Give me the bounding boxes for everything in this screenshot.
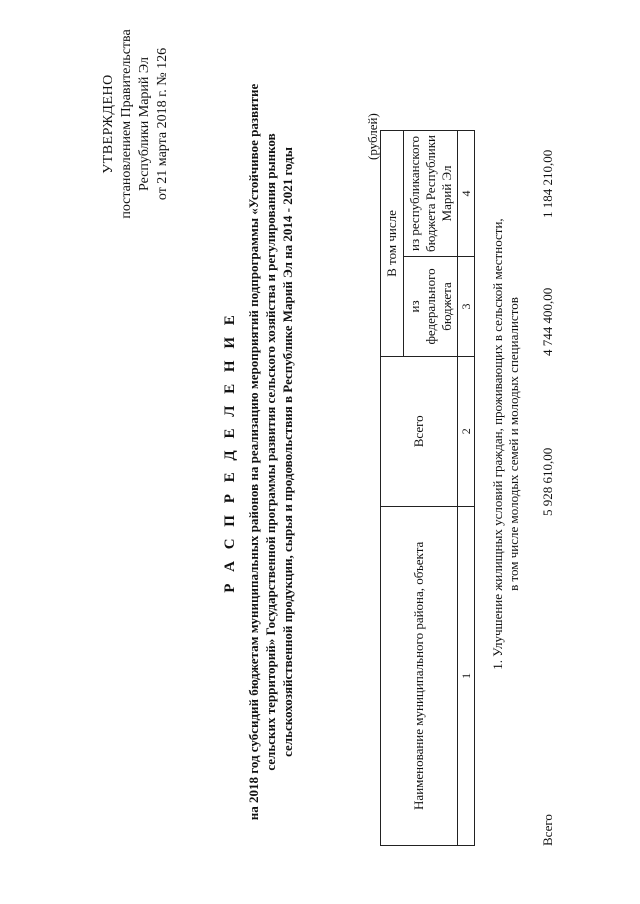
distribution-table <box>380 130 475 846</box>
approval-date: от 21 марта 2018 г. № 126 <box>155 47 170 201</box>
total-republic: 1 184 210,00 <box>540 149 555 218</box>
total-label: Всего <box>540 814 555 846</box>
approval-label: УТВЕРЖДЕНО <box>101 74 116 174</box>
section-line: 1. Улучшение жилищных условий граждан, проживающих в сельской местности, <box>490 218 505 670</box>
document-subtitle: на 2018 год субсидий бюджетам муниципальных районов на реализацию мероприятий подпрограммы «Устойчивое развитие сельских территорий» Государственной программы развития сельского хозяйства и регулирования рынков сельскохозяйственной продукции, сырья и продовольствия в Республике Марий Эл на 2014 - 2021 годы <box>246 83 295 821</box>
header-federal: из федерального бюджета <box>404 256 458 356</box>
section-heading <box>490 134 522 754</box>
document-title: Р А С П Р Е Д Е Л Е Н И Е <box>222 311 238 593</box>
document-heading <box>222 40 296 864</box>
total-sum: 5 928 610,00 <box>540 447 555 516</box>
column-number: 1 <box>458 506 475 845</box>
column-number: 2 <box>458 356 475 506</box>
column-number: 4 <box>458 131 475 257</box>
header-name: Наименование муниципального района, объекта <box>381 506 458 845</box>
unit-label: (рублей) <box>365 113 380 160</box>
approval-stamp <box>100 0 172 254</box>
approval-government: Республики Марий Эл <box>137 57 152 191</box>
section-line: в том числе молодых семей и молодых специалистов <box>506 297 521 591</box>
total-row <box>540 130 556 846</box>
header-republic: из республиканского бюджета Республики Марий Эл <box>404 131 458 257</box>
approval-decree: постановлением Правительства <box>119 29 134 219</box>
column-number: 3 <box>458 256 475 356</box>
header-total: Всего <box>381 356 458 506</box>
header-including: В том числе <box>381 131 404 357</box>
total-federal: 4 744 400,00 <box>540 287 555 356</box>
